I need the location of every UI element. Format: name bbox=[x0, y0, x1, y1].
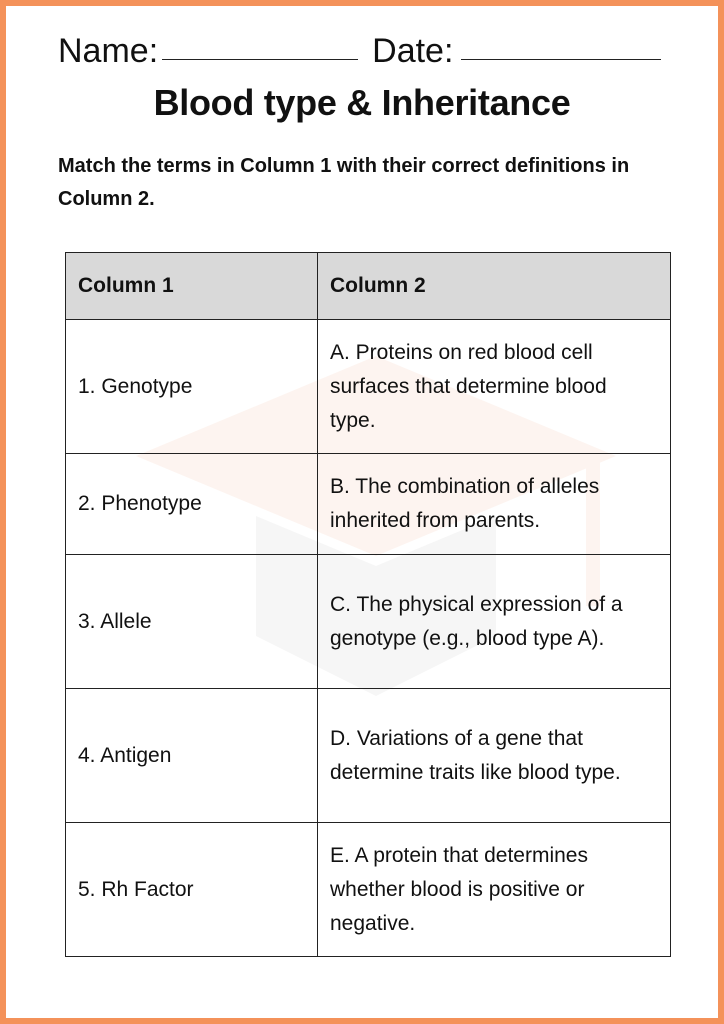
term-cell: 4. Antigen bbox=[66, 689, 318, 823]
date-label: Date: bbox=[372, 32, 454, 70]
matching-table bbox=[65, 252, 671, 957]
term-cell: 1. Genotype bbox=[66, 320, 318, 454]
term-cell: 3. Allele bbox=[66, 555, 318, 689]
term-cell: 5. Rh Factor bbox=[66, 823, 318, 957]
definition-cell: B. The combination of alleles inherited from parents. bbox=[318, 454, 671, 555]
definition-cell: C. The physical expression of a genotype (e.g., blood type A). bbox=[318, 555, 671, 689]
worksheet-title: Blood type & Inheritance bbox=[153, 82, 571, 123]
column-2-header: Column 2 bbox=[318, 253, 671, 320]
definition-cell: A. Proteins on red blood cell surfaces that determine blood type. bbox=[318, 320, 671, 454]
table-row bbox=[66, 320, 671, 454]
definition-cell: D. Variations of a gene that determine traits like blood type. bbox=[318, 689, 671, 823]
table-header-row bbox=[66, 253, 671, 320]
date-blank-line[interactable] bbox=[461, 59, 661, 60]
instructions-text: Match the terms in Column 1 with their correct definitions in Column 2. bbox=[58, 155, 630, 210]
name-blank-line[interactable] bbox=[162, 59, 358, 60]
table-row bbox=[66, 689, 671, 823]
term-cell: 2. Phenotype bbox=[66, 454, 318, 555]
column-1-header: Column 1 bbox=[66, 253, 318, 320]
definition-cell: E. A protein that determines whether blood is positive or negative. bbox=[318, 823, 671, 957]
table-row bbox=[66, 454, 671, 555]
name-date-row bbox=[58, 22, 678, 68]
table-row bbox=[66, 823, 671, 957]
name-label: Name: bbox=[58, 32, 159, 70]
table-row bbox=[66, 555, 671, 689]
